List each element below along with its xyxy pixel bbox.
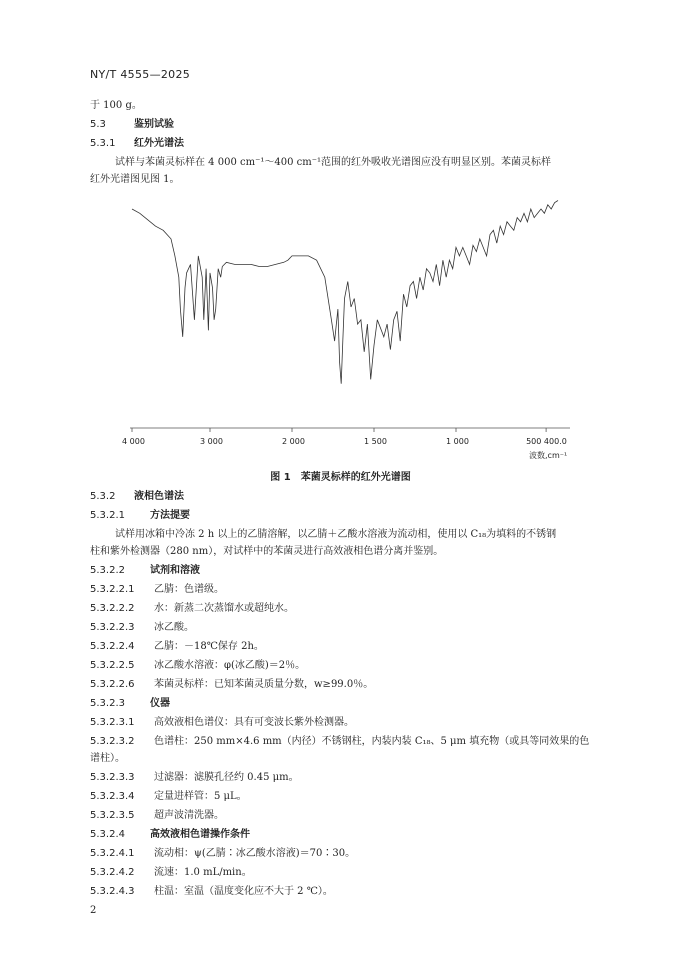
section-5-3-1	[90, 137, 184, 151]
item-text: 柱温：室温（温度变化应不大于 2 ℃）。	[154, 886, 333, 897]
item-number: 5.3.2.3.5	[90, 810, 135, 821]
section-title: 试剂和溶液	[150, 565, 200, 576]
item-text: 乙腈：－18℃保存 2h。	[154, 641, 264, 652]
item-number: 5.3.2.2.1	[90, 584, 135, 595]
list-item	[90, 866, 252, 880]
item-text: 过滤器：滤膜孔径约 0.45 μm。	[154, 772, 299, 783]
x-tick-label: 4 000	[122, 437, 145, 446]
item-number: 5.3.2.3.4	[90, 791, 135, 802]
section-5-3-2-4	[90, 828, 250, 842]
item-text: 苯菌灵标样：已知苯菌灵质量分数，w≥99.0％。	[154, 679, 374, 690]
x-tick-label: 500 400.0	[526, 437, 567, 446]
text-continuation: 于 100 g。	[90, 100, 142, 111]
page-number: 2	[90, 905, 97, 916]
section-5-3-2-1	[90, 509, 190, 523]
item-text: 流动相：ψ(乙腈∶冰乙酸水溶液)＝70∶30。	[154, 848, 356, 859]
section-number: 5.3	[90, 119, 106, 130]
item-text: 冰乙酸。	[154, 622, 194, 633]
item-text: 乙腈：色谱级。	[154, 584, 224, 595]
item-number: 5.3.2.2.5	[90, 660, 135, 671]
section-title: 方法提要	[150, 510, 190, 521]
item-number: 5.3.2.2.3	[90, 622, 135, 633]
paragraph-line: 柱和紫外检测器（280 nm），对试样中的苯菌灵进行高效液相色谱分离并鉴别。	[90, 546, 444, 557]
list-item	[90, 602, 294, 616]
list-item	[90, 847, 355, 861]
x-tick-label: 3 000	[200, 437, 223, 446]
x-axis-label: 波数,cm⁻¹	[529, 451, 568, 460]
item-text: 流速：1.0 mL/min。	[154, 867, 252, 878]
list-item	[90, 771, 299, 785]
section-title: 仪器	[150, 698, 170, 709]
item-number: 5.3.2.3.3	[90, 772, 135, 783]
standard-id: NY/T 4555—2025	[90, 68, 191, 81]
section-title: 鉴别试验	[134, 119, 174, 130]
list-item	[90, 809, 224, 823]
ir-spectrum-chart	[120, 180, 570, 460]
section-5-3	[90, 118, 174, 132]
item-text: 高效液相色谱仪：具有可变波长紫外检测器。	[154, 717, 354, 728]
item-continuation: 谱柱）。	[90, 753, 125, 764]
section-title: 红外光谱法	[134, 138, 184, 149]
item-number: 5.3.2.2.2	[90, 603, 135, 614]
spectrum-line	[132, 201, 558, 384]
section-5-3-2-3	[90, 697, 170, 711]
item-number: 5.3.2.4.2	[90, 867, 135, 878]
x-tick-label: 1 000	[446, 437, 469, 446]
section-5-3-2	[90, 490, 184, 504]
paragraph-line: 试样与苯菌灵标样在 4 000 cm⁻¹～400 cm⁻¹范围的红外吸收光谱图应没有明显区别。苯菌灵标样	[115, 157, 551, 168]
x-axis-ticks	[122, 428, 567, 446]
list-item	[90, 659, 305, 673]
paragraph-line: 红外光谱图见图 1。	[90, 174, 180, 185]
item-text: 定量进样管：5 μL。	[154, 791, 247, 802]
list-item	[90, 583, 224, 597]
list-item	[90, 735, 589, 749]
item-number: 5.3.2.3.2	[90, 736, 135, 747]
item-text: 水：新蒸二次蒸馏水或超纯水。	[154, 603, 294, 614]
section-title: 液相色谱法	[134, 491, 184, 502]
list-item	[90, 716, 354, 730]
item-text: 色谱柱：250 mm×4.6 mm（内径）不锈钢柱，内装内装 C₁₈、5 μm 填充物（或具等同效果的色	[154, 736, 590, 747]
list-item	[90, 790, 247, 804]
list-item	[90, 640, 264, 654]
section-number: 5.3.2.2	[90, 565, 125, 576]
section-5-3-2-2	[90, 564, 200, 578]
list-item	[90, 621, 194, 635]
item-number: 5.3.2.3.1	[90, 717, 135, 728]
x-tick-label: 1 500	[364, 437, 387, 446]
item-text: 超声波清洗器。	[154, 810, 224, 821]
list-item	[90, 885, 333, 899]
section-number: 5.3.2.3	[90, 698, 125, 709]
item-number: 5.3.2.4.1	[90, 848, 135, 859]
x-tick-label: 2 000	[282, 437, 305, 446]
item-number: 5.3.2.2.4	[90, 641, 135, 652]
paragraph-line: 试样用冰箱中冷冻 2 h 以上的乙腈溶解，以乙腈＋乙酸水溶液为流动相，使用以 C₁₈为填料的不锈钢	[115, 529, 557, 540]
section-number: 5.3.2.4	[90, 829, 125, 840]
section-number: 5.3.1	[90, 138, 116, 149]
list-item	[90, 678, 373, 692]
item-number: 5.3.2.4.3	[90, 886, 135, 897]
item-number: 5.3.2.2.6	[90, 679, 135, 690]
figure-caption: 图 1 苯菌灵标样的红外光谱图	[270, 472, 411, 483]
section-number: 5.3.2	[90, 491, 116, 502]
item-text: 冰乙酸水溶液：φ(冰乙酸)＝2％。	[154, 660, 306, 671]
section-title: 高效液相色谱操作条件	[150, 829, 250, 840]
section-number: 5.3.2.1	[90, 510, 125, 521]
